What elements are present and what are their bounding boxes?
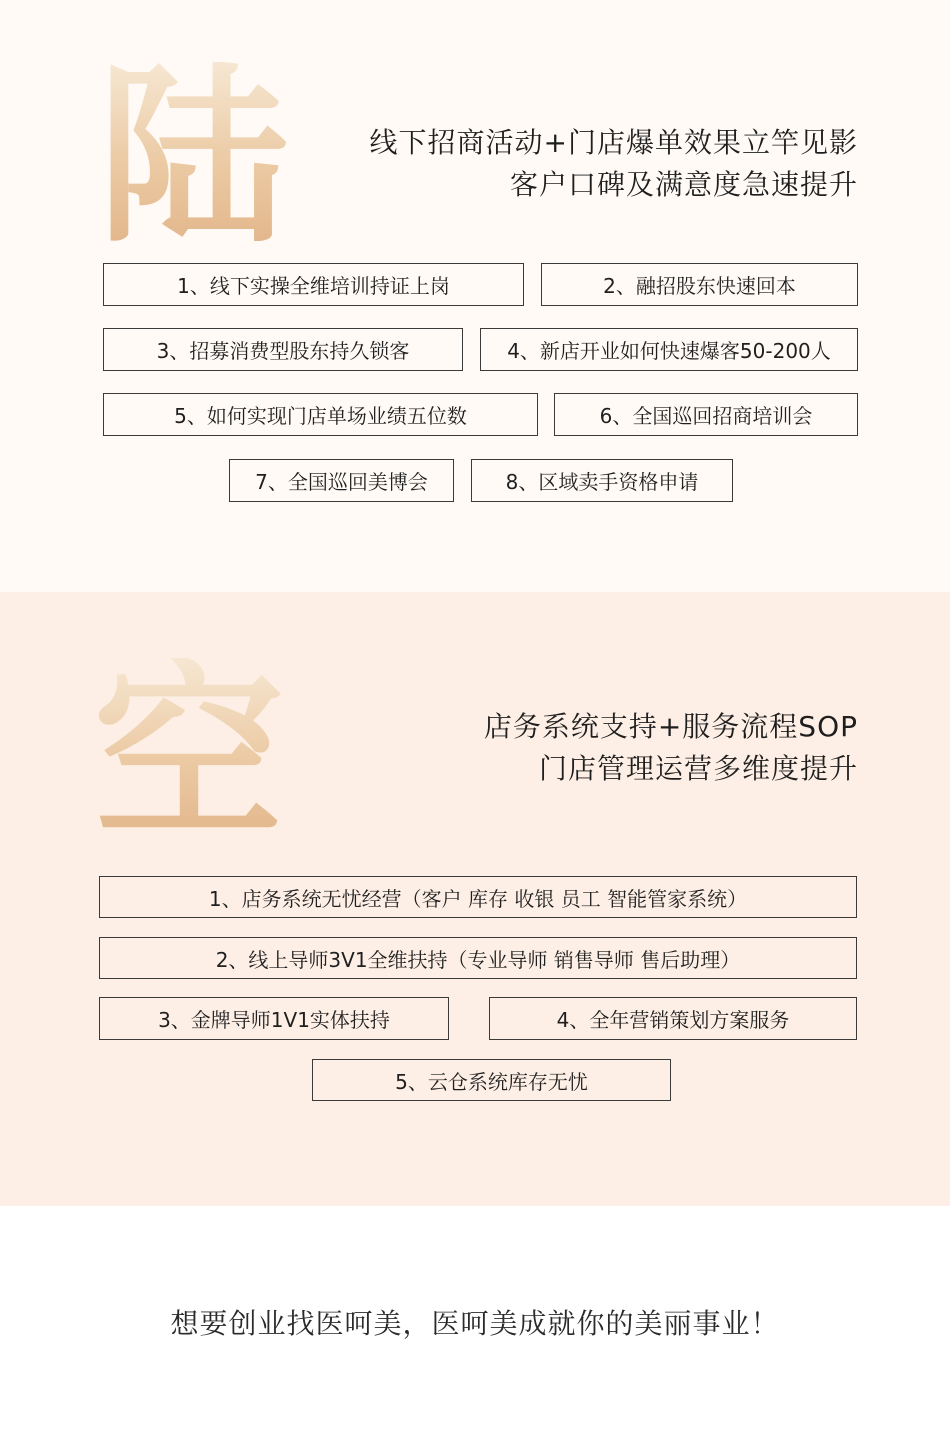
lu-item-4: 4、新店开业如何快速爆客50-200人 bbox=[480, 328, 858, 371]
headline-lu-line-1: 线下招商活动+门店爆单效果立竿见影 bbox=[369, 126, 858, 159]
big-character-kong: 空 bbox=[94, 641, 285, 864]
big-character-lu: 陆 bbox=[98, 45, 289, 268]
headline-lu bbox=[370, 122, 858, 206]
footer-slogan: 想要创业找医呵美，医呵美成就你的美丽事业！ bbox=[170, 1307, 780, 1340]
lu-item-7: 7、全国巡回美博会 bbox=[229, 459, 454, 502]
headline-kong-line-1: 店务系统支持+服务流程SOP bbox=[483, 710, 858, 743]
kong-item-1: 1、店务系统无忧经营（客户 库存 收银 员工 智能管家系统） bbox=[99, 876, 857, 918]
lu-item-6: 6、全国巡回招商培训会 bbox=[554, 393, 858, 436]
lu-item-5: 5、如何实现门店单场业绩五位数 bbox=[103, 393, 538, 436]
kong-item-2: 2、线上导师3V1全维扶持（专业导师 销售导师 售后助理） bbox=[99, 937, 857, 979]
lu-item-2: 2、融招股东快速回本 bbox=[541, 263, 858, 306]
kong-item-5: 5、云仓系统库存无忧 bbox=[312, 1059, 671, 1101]
lu-item-8: 8、区域卖手资格申请 bbox=[471, 459, 733, 502]
kong-item-4: 4、全年营销策划方案服务 bbox=[489, 997, 857, 1040]
kong-item-3: 3、金牌导师1V1实体扶持 bbox=[99, 997, 449, 1040]
headline-lu-line-2: 客户口碑及满意度急速提升 bbox=[509, 168, 858, 201]
lu-item-3: 3、招募消费型股东持久锁客 bbox=[103, 328, 463, 371]
lu-item-1: 1、线下实操全维培训持证上岗 bbox=[103, 263, 524, 306]
headline-kong bbox=[484, 706, 858, 790]
headline-kong-line-2: 门店管理运营多维度提升 bbox=[538, 752, 858, 785]
